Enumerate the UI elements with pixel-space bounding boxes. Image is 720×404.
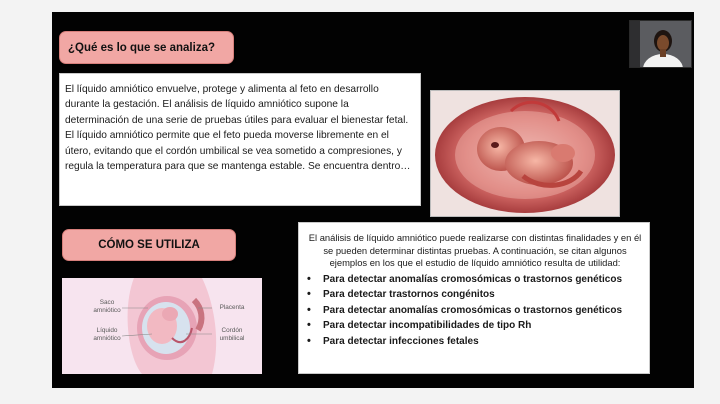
diagram-label-liquido: Líquido amniótico <box>93 327 121 342</box>
presenter-avatar-icon <box>630 21 691 67</box>
usage-list-item: • Para detectar trastornos congénitos <box>307 287 643 303</box>
description-textbox <box>59 73 421 206</box>
usage-list <box>307 272 643 350</box>
bullet-icon: • <box>307 272 311 285</box>
question-tag: ¿Qué es lo que se analiza? <box>59 31 234 64</box>
usage-tag: CÓMO SE UTILIZA <box>62 229 236 261</box>
presenter-video-thumbnail[interactable] <box>629 20 692 68</box>
description-paragraph: El líquido amniótico permite que el feto pueda moverse libremente en el útero, evitando que el cordón umbilical se vea sometido a compresiones, y regula la temperatura para que se mantenga estable. Se encuentra dentro… <box>65 130 411 173</box>
diagram-label-saco: Saco amniótico <box>93 299 121 314</box>
amniotic-sac-diagram <box>62 278 262 374</box>
usage-list-item: • Para detectar incompatibilidades de tipo Rh <box>307 318 643 334</box>
usage-list-item: • Para detectar infecciones fetales <box>307 334 643 350</box>
description-paragraph: El líquido amniótico envuelve, protege y alimenta al feto en desarrollo durante la gestación. El análisis de líquido amniótico supone la determinación de una serie de pruebas útiles para evaluar el bienestar fetal. <box>65 84 409 126</box>
bullet-icon: • <box>307 319 311 332</box>
usage-list-item: • Para detectar anomalías cromosómicas o trastornos genéticos <box>307 272 643 288</box>
diagram-label-cordon: Cordón umbilical <box>219 327 245 342</box>
bullet-icon: • <box>307 288 311 301</box>
usage-intro: El análisis de líquido amniótico puede realizarse con distintas finalidades y en él se pueden determinar distintas pruebas. A continuación, se citan algunos ejemplos en los que el estudio de líquido amniótico resulta de utilidad: <box>308 232 642 269</box>
bullet-icon: • <box>307 334 311 347</box>
usage-textbox <box>298 222 650 374</box>
fetus-image <box>430 90 620 217</box>
diagram-label-placenta: Placenta <box>219 304 245 311</box>
usage-list-item: • Para detectar anomalías cromosómicas o trastornos genéticos <box>307 303 643 319</box>
bullet-icon: • <box>307 303 311 316</box>
